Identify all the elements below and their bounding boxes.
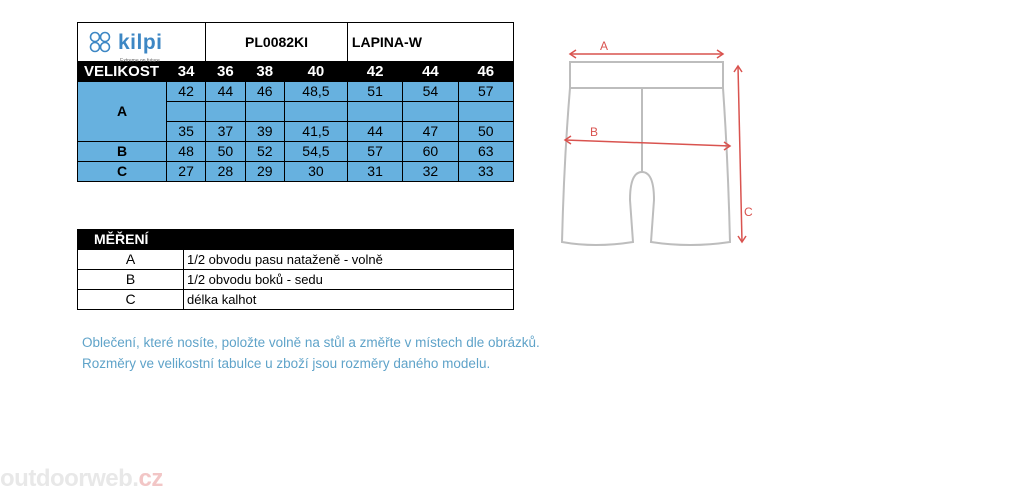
cell-a-top: 44	[206, 82, 245, 102]
size-table	[77, 22, 514, 182]
cell-c: 33	[458, 162, 513, 182]
cell-b: 50	[206, 142, 245, 162]
instruction-note: Rozměry ve velikostní tabulce u zboží jsou rozměry daného modelu.	[82, 356, 491, 371]
row-label-a: A	[78, 82, 167, 142]
dimension-c-label: C	[744, 205, 753, 219]
cell-b: 57	[347, 142, 402, 162]
row-label-b: B	[78, 142, 167, 162]
cell-a-empty	[284, 102, 347, 122]
cell-a-empty	[206, 102, 245, 122]
dimension-a-label: A	[600, 39, 609, 53]
brand-logo-cell	[78, 23, 206, 62]
cell-b: 60	[403, 142, 458, 162]
cell-c: 30	[284, 162, 347, 182]
size-42: 42	[347, 62, 402, 82]
dimension-b-label: B	[590, 125, 599, 139]
cell-a-empty	[458, 102, 513, 122]
brand-tagline: Extreme on future	[120, 58, 160, 64]
cell-a-top: 46	[245, 82, 284, 102]
watermark-main: outdoorweb.	[0, 465, 139, 492]
cell-a-bottom: 47	[403, 122, 458, 142]
measurement-desc-c: délka kalhot	[184, 290, 514, 310]
size-44: 44	[403, 62, 458, 82]
size-46: 46	[458, 62, 513, 82]
cell-a-empty	[167, 102, 206, 122]
cell-a-top: 48,5	[284, 82, 347, 102]
kilpi-logo-icon	[86, 28, 114, 56]
cell-a-bottom: 41,5	[284, 122, 347, 142]
measurement-header-filler	[184, 230, 514, 250]
cell-a-bottom: 35	[167, 122, 206, 142]
measurement-desc-b: 1/2 obvodu boků - sedu	[184, 270, 514, 290]
watermark-tld: cz	[138, 465, 163, 492]
cell-a-bottom: 39	[245, 122, 284, 142]
shorts-outline-icon	[562, 62, 730, 245]
cell-c: 27	[167, 162, 206, 182]
cell-a-bottom: 50	[458, 122, 513, 142]
measurement-header: MĚŘENÍ	[78, 230, 184, 250]
measurement-key-b: B	[78, 270, 184, 290]
size-header: VELIKOST	[78, 62, 167, 82]
measurement-table	[77, 229, 514, 310]
cell-b: 48	[167, 142, 206, 162]
cell-a-empty	[403, 102, 458, 122]
product-code: PL0082KI	[206, 23, 348, 62]
cell-a-bottom: 37	[206, 122, 245, 142]
cell-b: 63	[458, 142, 513, 162]
cell-c: 28	[206, 162, 245, 182]
cell-a-top: 51	[347, 82, 402, 102]
size-34: 34	[167, 62, 206, 82]
dimension-c-line	[738, 66, 742, 242]
dimension-b-line	[565, 140, 730, 146]
measurement-key-c: C	[78, 290, 184, 310]
size-40: 40	[284, 62, 347, 82]
cell-a-top: 54	[403, 82, 458, 102]
product-name: LAPINA-W	[347, 23, 513, 62]
measurement-key-a: A	[78, 250, 184, 270]
cell-a-empty	[347, 102, 402, 122]
size-38: 38	[245, 62, 284, 82]
row-label-c: C	[78, 162, 167, 182]
cell-a-empty	[245, 102, 284, 122]
cell-c: 32	[403, 162, 458, 182]
cell-a-bottom: 44	[347, 122, 402, 142]
cell-a-top: 57	[458, 82, 513, 102]
watermark	[0, 465, 163, 493]
brand-name: kilpi	[118, 30, 163, 54]
size-36: 36	[206, 62, 245, 82]
cell-a-top: 42	[167, 82, 206, 102]
cell-c: 29	[245, 162, 284, 182]
measurement-desc-a: 1/2 obvodu pasu nataženě - volně	[184, 250, 514, 270]
instruction-note: Oblečení, které nosíte, položte volně na stůl a změřte v místech dle obrázků.	[82, 335, 540, 350]
cell-c: 31	[347, 162, 402, 182]
cell-b: 54,5	[284, 142, 347, 162]
shorts-diagram	[540, 30, 770, 260]
cell-b: 52	[245, 142, 284, 162]
